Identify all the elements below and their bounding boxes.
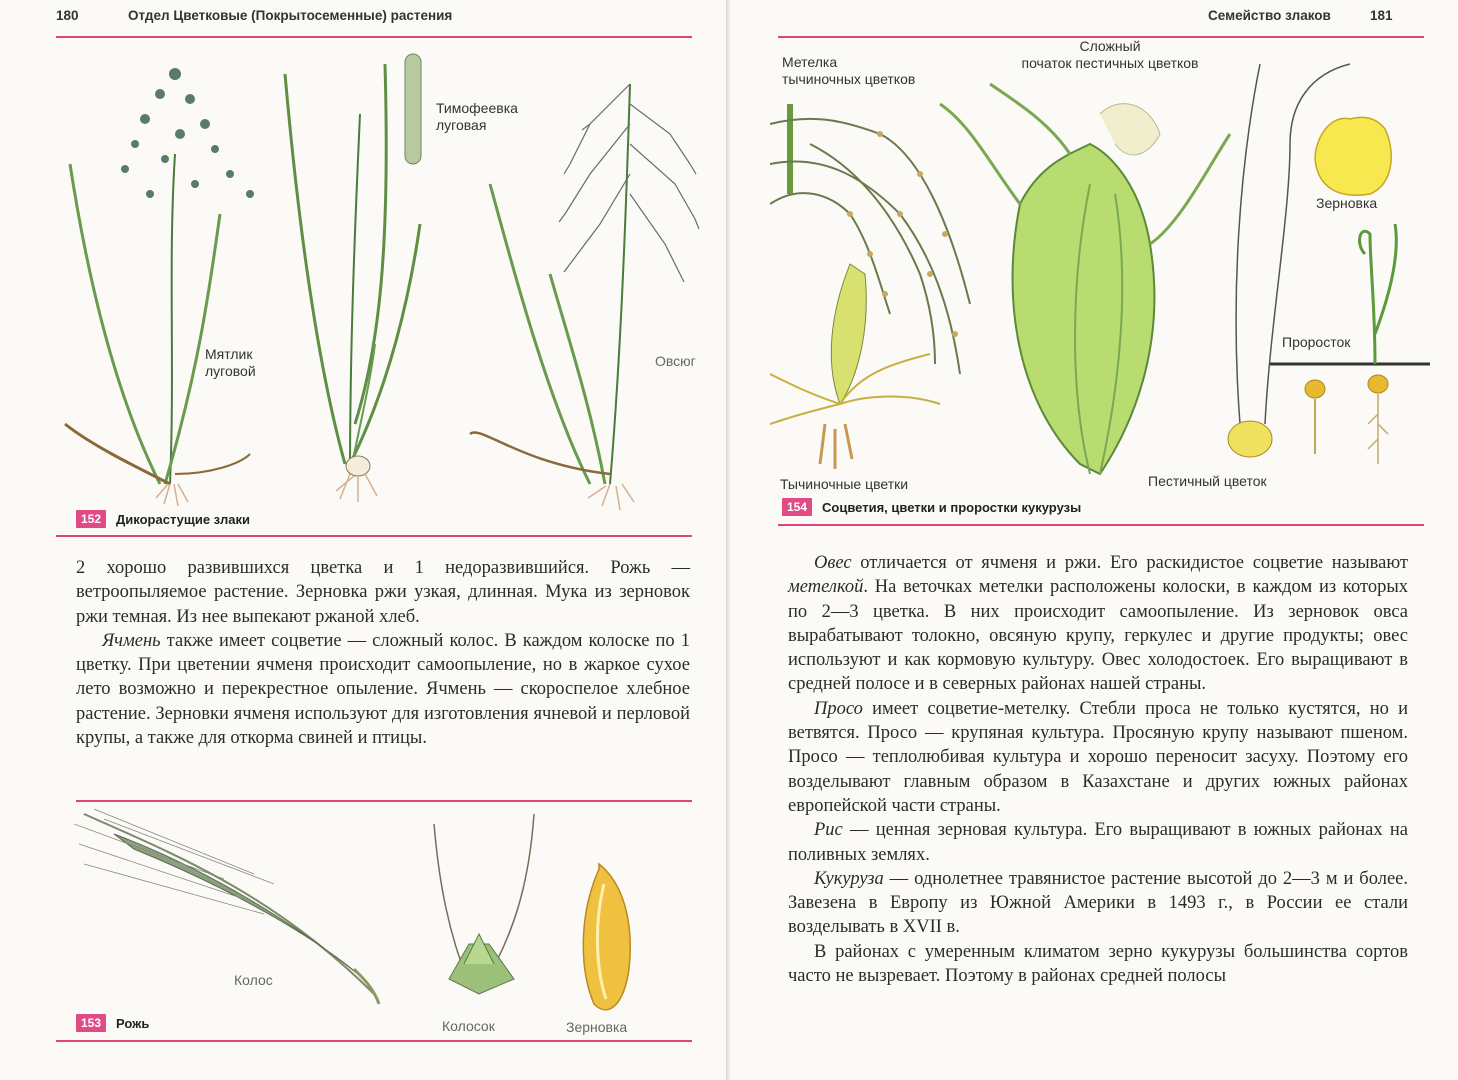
figure-153-caption xyxy=(76,1014,149,1032)
figure-153-bottom-rule xyxy=(56,1040,692,1042)
figure-number-152: 152 xyxy=(76,510,106,528)
paragraph: В районах с умеренным климатом зерно кукурузы большинства сортов часто не вызревает. Поэтому в районах средней полосы xyxy=(788,941,1408,987)
myatlik-plant xyxy=(65,154,250,484)
paragraph: Рис — ценная зерновая культура. Его выращивают в южных районах на поливных землях. xyxy=(788,820,1408,865)
label-kolosok: Колосок xyxy=(442,1018,495,1034)
timofeevka-plant xyxy=(285,64,420,474)
figure-152-caption xyxy=(76,510,250,528)
figure-152-rule xyxy=(56,535,692,537)
label-zernovka: Зерновка xyxy=(566,1019,628,1035)
right-body-text xyxy=(788,551,1408,988)
figure-153-illustration xyxy=(74,804,674,1014)
tassel xyxy=(770,104,970,374)
timofeevka-bulb xyxy=(346,456,370,476)
page-number: 180 xyxy=(56,8,79,23)
staminate-flowers xyxy=(770,264,940,469)
paragraph: Просо имеет соцветие-метелку. Стебли проса не только кустятся, но и ветвятся. Просо — крупяная культура. Просяную крупу называют пшеном. Просо — теплолюбивая культура и хорошо переносит засуху. Поэтому его возделывают главным образом в Казахстане и других южных районах европейской части страны. xyxy=(788,698,1408,816)
figure-153-top-rule xyxy=(76,800,692,802)
rye-spike xyxy=(74,809,379,1004)
label-ovsyug: Овсюг xyxy=(655,353,696,369)
corn-ear xyxy=(940,84,1230,474)
figure-number-153: 153 xyxy=(76,1014,106,1032)
paragraph: Кукуруза — однолетнее травянистое растение высотой до 2—3 м и более. Завезена в Европу из Южной Америки в 1493 г., в России ее стали возделывать в XVII в. xyxy=(788,868,1408,938)
running-head: Семейство злаков xyxy=(1208,8,1331,23)
figure-153-title: Рожь xyxy=(116,1015,150,1031)
label-zernovka-corn: Зерновка xyxy=(1316,195,1378,211)
figure-154-illustration xyxy=(770,44,1430,494)
timofeevka-spike xyxy=(405,54,421,164)
myatlik-panicle xyxy=(121,68,254,198)
label-metelka: Метелка тычиночных цветков xyxy=(782,54,916,87)
ovsyug-plant xyxy=(470,84,630,484)
paragraph: 2 хорошо развившихся цветка и 1 недоразвившийся. Рожь — ветроопыляемое растение. Зерновка ржи узкая, длинная. Мука из зерновок ржи темная. Из нее выпекают ржаной хлеб. xyxy=(76,558,690,627)
right-page xyxy=(730,0,1458,1080)
label-myatlik: Мятлик луговой xyxy=(205,346,256,379)
left-body-text xyxy=(76,556,690,750)
figure-154-caption xyxy=(782,498,1081,516)
label-tychinochnye: Тычиночные цветки xyxy=(780,476,909,492)
paragraph: Ячмень также имеет соцветие — сложный колос. В каждом колоске по 1 цветку. При цветении ячменя происходит самоопыление, но в жаркое сухое лето возможно и перекрестное опыление. Ячмень — скороспелое хлебное растение. Зерновки ячменя используют для изготовления ячневой и перловой крупы, а также для откорма свиней и птицы. xyxy=(76,630,690,749)
label-pestichny: Пестичный цветок xyxy=(1148,473,1267,489)
figure-154-title: Соцветия, цветки и проростки кукурузы xyxy=(822,499,1082,515)
rye-grain xyxy=(583,864,630,1010)
label-timofeevka: Тимофеевка луговая xyxy=(436,100,518,133)
header-rule xyxy=(56,36,692,38)
figure-154-rule xyxy=(778,524,1424,526)
left-page xyxy=(0,0,728,1080)
running-head: Отдел Цветковые (Покрытосеменные) растения xyxy=(128,8,453,23)
label-kolos: Колос xyxy=(234,972,273,988)
figure-number-154: 154 xyxy=(782,498,812,516)
figure-152-illustration xyxy=(50,44,710,514)
rye-spikelet xyxy=(434,814,534,994)
myatlik-roots xyxy=(156,484,188,506)
figure-152-title: Дикорастущие злаки xyxy=(116,511,250,527)
page-number: 181 xyxy=(1370,8,1393,23)
label-pochatok: Сложный початок пестичных цветков xyxy=(1021,38,1199,71)
paragraph: Овес отличается от ячменя и ржи. Его раскидистое соцветие называют метелкой. На веточках метелки расположены колоски, в каждом из которых по 2—3 цветка. В них происходит самоопыление. Из зерновок овса вырабатывают толокно, овсяную крупу, геркулес и другие продукты; овес используют и как кормовую культуру. Овес холодостоек. Его выращивают в средней полосе и в северных районах нашей страны. xyxy=(788,553,1408,695)
label-prorostok: Проросток xyxy=(1282,334,1351,350)
grain-and-seedling xyxy=(1228,64,1430,464)
